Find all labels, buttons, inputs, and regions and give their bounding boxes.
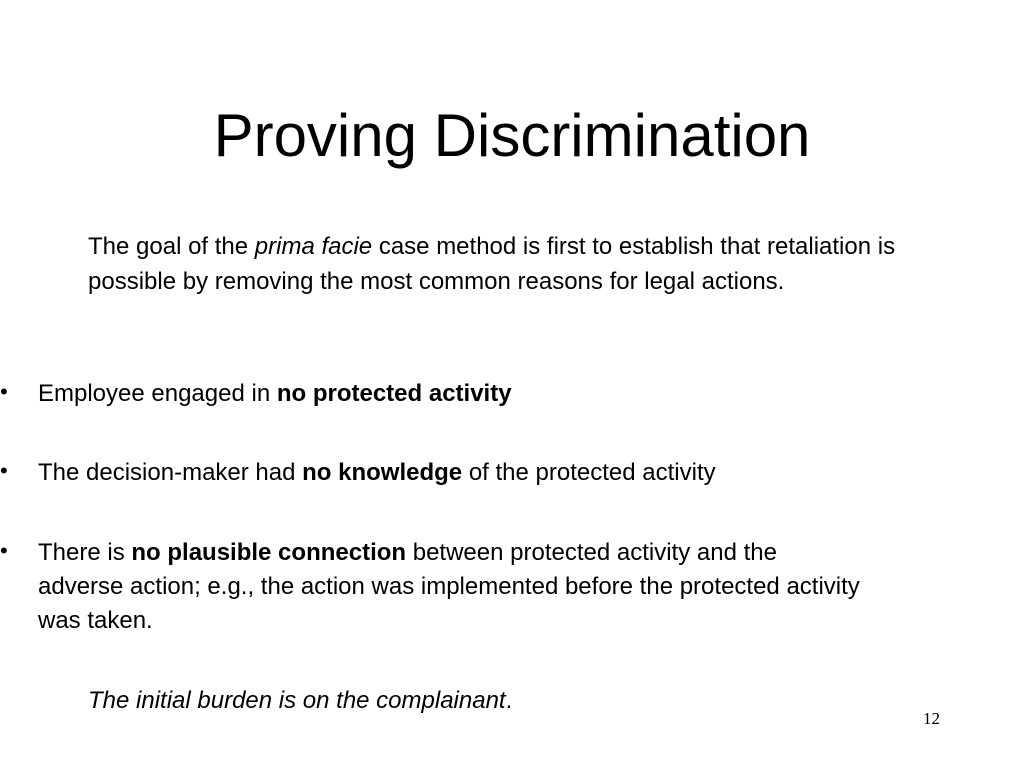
bullet-text-after: of the protected activity <box>462 459 716 486</box>
bullet-dot-icon: • <box>0 458 8 483</box>
closing-statement <box>88 684 512 718</box>
intro-text-start: The goal of the <box>88 233 255 260</box>
bullet-text-before: The decision-maker had <box>38 459 303 486</box>
bullet-text <box>38 377 860 411</box>
intro-italic-term: prima facie <box>254 233 373 260</box>
page-number: 12 <box>923 709 940 728</box>
bullet-text <box>38 536 860 638</box>
bullet-text-before: There is <box>38 539 132 566</box>
bullet-dot-icon: • <box>0 379 8 404</box>
bullet-text-bold: no plausible connection <box>131 539 407 566</box>
closing-italic-text: The initial burden is on the complainant <box>88 687 506 714</box>
intro-text-end: case method is first to establish that retaliation is possible by removing the most common reasons for legal actions. <box>88 233 896 295</box>
bullet-text-before: Employee engaged in <box>38 380 277 407</box>
bullet-dot-icon: • <box>0 538 8 563</box>
bullet-text <box>38 456 860 490</box>
bullet-text-bold: no knowledge <box>302 459 463 486</box>
slide-title: Proving Discrimination <box>213 102 811 169</box>
bullet-text-bold: no protected activity <box>276 380 512 407</box>
bullet-text-after: between protected activity and the adverse action; e.g., the action was implemented before the protected activity was taken. <box>38 539 860 634</box>
closing-period: . <box>505 687 513 714</box>
intro-paragraph <box>88 229 948 299</box>
